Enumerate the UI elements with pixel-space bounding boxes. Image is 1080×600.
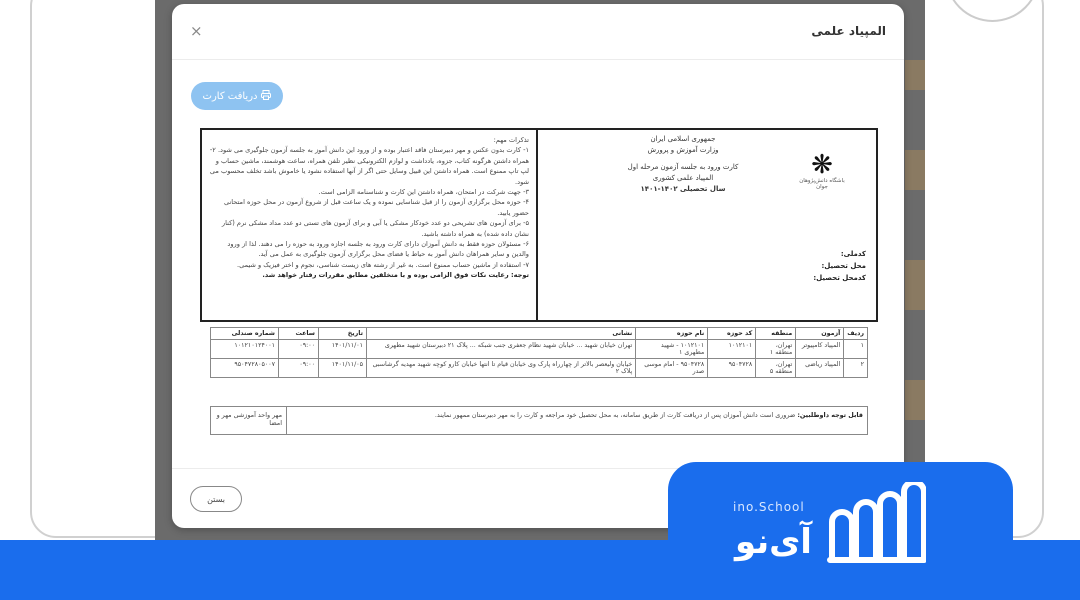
- table-cell: ۱۴۰۱/۱۱/۰۱: [319, 340, 367, 359]
- notes-title: تذکرات مهم:: [493, 136, 529, 144]
- notice-label: قابل توجه داوطلبین:: [797, 411, 863, 419]
- get-card-button[interactable]: [191, 82, 283, 110]
- field-national-code: کدملی:: [840, 250, 866, 258]
- column-header: شماره صندلی: [211, 328, 279, 340]
- note-item: ۵- برای آزمون های تشریحی دو عدد خودکار مشکی یا آبی و برای آزمون های تستی دو عدد مداد مشکی نرم (کنار نشان داده شده) به همراه داشته باشید.: [221, 219, 529, 238]
- card-header-line: وزارت آموزش و پرورش: [647, 146, 719, 154]
- olympiad-modal: [172, 4, 904, 528]
- table-cell: ۹۵۰۴۷۲۸ - امام موسی صدر: [636, 359, 708, 378]
- table-cell: ۲: [844, 359, 868, 378]
- brand-bars-logo-icon: [826, 482, 926, 566]
- background-content: [905, 380, 925, 420]
- emblem: [798, 152, 846, 190]
- table-row: [211, 340, 868, 359]
- table-cell: ۱۰۱۲۱۰۱ - شهید مطهری ۱: [636, 340, 708, 359]
- card-header-line: جمهوری اسلامی ایران: [650, 135, 716, 143]
- table-cell: تهران خیابان شهید ... خیابان شهید نظام جعفری جنب شبکه ... پلاک ۲۱ دبیرستان شهید مطهری: [367, 340, 636, 359]
- table-cell: المپیاد ریاضی: [796, 359, 844, 378]
- table-cell: ۰۹:۰۰: [279, 359, 319, 378]
- entry-card: [200, 128, 878, 322]
- column-header: نشانی: [367, 328, 636, 340]
- brand-url: ino.School: [733, 500, 805, 514]
- modal-title: المپیاد علمی: [811, 24, 886, 38]
- column-header: ساعت: [279, 328, 319, 340]
- table-header-row: [211, 328, 868, 340]
- table-cell: ۰۹:۰۰: [279, 340, 319, 359]
- column-header: کد حوزه: [708, 328, 756, 340]
- table-cell: ۱۰۱۲۱۰۱: [708, 340, 756, 359]
- snowflake-emblem-icon: ❋: [811, 150, 833, 180]
- modal-header: [172, 4, 904, 60]
- card-identity: [538, 130, 876, 320]
- background-content: [905, 260, 925, 310]
- note-item: ۶- مسئولان حوزه فقط به دانش آموزان دارای کارت ورود به جلسه اجازه ورود به حوزه را می دهند. لذا از ورود والدین و سایر همراهان دانش آموز به حیاط یا فضای محل برگزاری آزمون جلوگیری به عمل می آید.: [227, 240, 529, 259]
- column-header: نام حوزه: [636, 328, 708, 340]
- table-cell: ۹۵۰۴۷۲۸۰۵۰۰۷: [211, 359, 279, 378]
- table-row: [211, 407, 868, 435]
- column-header: آزمون: [796, 328, 844, 340]
- note-item: ۴- حوزه محل برگزاری آزمون را از قبل شناسایی نموده و یک ساعت قبل از شروع آزمون در محل حوزه امتحانی حضور یابید.: [223, 198, 529, 217]
- close-button[interactable]: بستن: [190, 486, 242, 512]
- note-item: ۳- جهت شرکت در امتحان، همراه داشتن این کارت و شناسنامه الزامی است.: [318, 188, 529, 197]
- table-cell: ۱۴۰۱/۱۱/۰۵: [319, 359, 367, 378]
- table-cell: تهران، منطقه ۵: [756, 359, 796, 378]
- notice-table: [210, 406, 868, 435]
- table-cell: ۱۰۱۲۱۰۱۲۴۰۰۱: [211, 340, 279, 359]
- exam-table: [210, 327, 868, 378]
- table-cell: خیابان ولیعصر بالاتر از چهارراه پارک وی خیابان قیام تا انتها خیابان کارو کوچه شهید مهدیه گرشاسبی پلاک ۲: [367, 359, 636, 378]
- background-content: [905, 150, 925, 190]
- notice-cell: [287, 407, 868, 435]
- card-subtitle-line: کارت ورود به جلسه آزمون مرحله اول: [627, 163, 739, 171]
- field-school-code: کدمحل تحصیل:: [813, 274, 866, 282]
- column-header: تاریخ: [319, 328, 367, 340]
- brand-wordmark: آی‌نو: [735, 522, 812, 562]
- get-card-label: دریافت کارت: [202, 90, 258, 102]
- close-icon[interactable]: ×: [190, 22, 203, 40]
- card-notes: [202, 130, 538, 320]
- notice-text: ضروری است دانش آموزان پس از دریافت کارت از طریق سامانه، به محل تحصیل خود مراجعه و کارت را به مهر دبیرستان ممهور نمایند.: [434, 411, 796, 419]
- background-content: [905, 60, 925, 90]
- column-header: منطقه: [756, 328, 796, 340]
- emblem-text: باشگاه دانش‌پژوهان جوان: [799, 178, 845, 190]
- card-year: سال تحصیلی ۱۴۰۲-۱۴۰۱: [640, 185, 726, 193]
- table-row: [211, 359, 868, 378]
- card-subtitle-line: المپیاد علمی کشوری: [652, 174, 714, 182]
- table-cell: ۹۵۰۴۷۲۸: [708, 359, 756, 378]
- table-cell: ۱: [844, 340, 868, 359]
- field-school: محل تحصیل:: [821, 262, 866, 270]
- note-item: ۷- استفاده از ماشین حساب ممنوع است. به غیر از رشته های زیست شناسی، نجوم و اختر فیزیک و شیمی.: [236, 260, 529, 269]
- column-header: ردیف: [844, 328, 868, 340]
- stamp-cell: مهر واحد آموزشی مهر و امضا: [211, 407, 287, 435]
- printer-icon: [261, 90, 271, 103]
- table-cell: تهران، منطقه ۱: [756, 340, 796, 359]
- card-fields: [813, 248, 866, 284]
- notes-warning: توجه: رعایت نکات فوق الزامی بوده و با متخلفین مطابق مقررات رفتار خواهد شد.: [262, 271, 529, 280]
- table-cell: المپیاد کامپیوتر: [796, 340, 844, 359]
- card-header-text: [598, 134, 768, 195]
- note-item: ۱- کارت بدون عکس و مهر دبیرستان فاقد اعتبار بوده و از ورود این دانش آموز به جلسه آزمون جلوگیری می شود. ۲- همراه داشتن هرگونه کتاب، جزوه، یادداشت و لوازم الکترونیکی نظیر تلفن همراه، ساعت هوشمند، ماشین حساب و لپ تاپ ممنوع است. همراه داشتن این قبیل وسایل حتی اگر از آنها استفاده نشود یا خاموش باشد تخلف محسوب می شود.: [209, 146, 529, 186]
